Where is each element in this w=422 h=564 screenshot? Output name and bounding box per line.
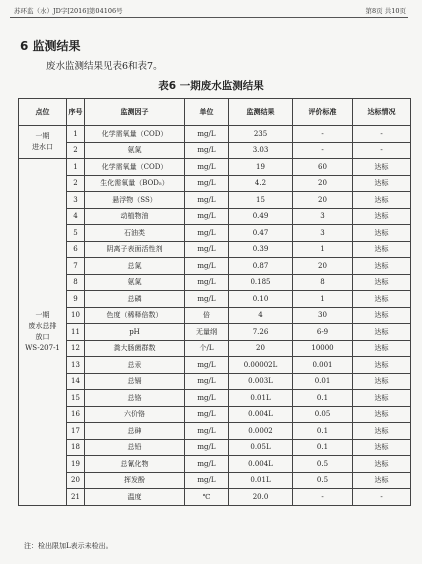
col-header: 监测因子 xyxy=(85,99,185,126)
factor-cell: 总铬 xyxy=(85,390,185,407)
status-cell: 达标 xyxy=(353,159,411,176)
result-cell: 20.0 xyxy=(229,489,293,506)
unit-cell: ℃ xyxy=(185,489,229,506)
result-cell: 0.47 xyxy=(229,225,293,242)
header-rule xyxy=(10,17,408,18)
standard-cell: - xyxy=(293,489,353,506)
no-cell: 10 xyxy=(67,307,85,324)
table-row xyxy=(19,192,411,209)
factor-cell: 总汞 xyxy=(85,357,185,374)
unit-cell: mg/L xyxy=(185,241,229,258)
status-cell: 达标 xyxy=(353,225,411,242)
factor-cell: 总磷 xyxy=(85,291,185,308)
factor-cell: 氨氮 xyxy=(85,142,185,159)
intro-text: 废水监测结果见表6和表7。 xyxy=(46,61,163,72)
unit-cell: mg/L xyxy=(185,406,229,423)
unit-cell: mg/L xyxy=(185,208,229,225)
result-cell: 3.03 xyxy=(229,142,293,159)
standard-cell: 10000 xyxy=(293,340,353,357)
table-row xyxy=(19,159,411,176)
status-cell: 达标 xyxy=(353,291,411,308)
result-cell: 0.0002 xyxy=(229,423,293,440)
standard-cell: 8 xyxy=(293,274,353,291)
no-cell: 19 xyxy=(67,456,85,473)
standard-cell: 0.01 xyxy=(293,373,353,390)
status-cell: 达标 xyxy=(353,373,411,390)
no-cell: 5 xyxy=(67,225,85,242)
result-cell: 4 xyxy=(229,307,293,324)
unit-cell: mg/L xyxy=(185,423,229,440)
report-number: 苏环监（水）JD字[2016]第04106号 xyxy=(14,7,123,15)
no-cell: 4 xyxy=(67,208,85,225)
status-cell: 达标 xyxy=(353,324,411,341)
factor-cell: pH xyxy=(85,324,185,341)
result-cell: 0.01L xyxy=(229,390,293,407)
standard-cell: 0.1 xyxy=(293,423,353,440)
table-row xyxy=(19,208,411,225)
factor-cell: 石油类 xyxy=(85,225,185,242)
result-cell: 0.004L xyxy=(229,456,293,473)
status-cell: 达标 xyxy=(353,423,411,440)
table-row xyxy=(19,373,411,390)
no-cell: 6 xyxy=(67,241,85,258)
unit-cell: 倍 xyxy=(185,307,229,324)
standard-cell: 3 xyxy=(293,225,353,242)
table-row xyxy=(19,291,411,308)
status-cell: 达标 xyxy=(353,456,411,473)
no-cell: 1 xyxy=(67,126,85,143)
no-cell: 17 xyxy=(67,423,85,440)
factor-cell: 氨氮 xyxy=(85,274,185,291)
table-row xyxy=(19,456,411,473)
col-header: 达标情况 xyxy=(353,99,411,126)
factor-cell: 化学需氧量（COD） xyxy=(85,159,185,176)
status-cell: 达标 xyxy=(353,307,411,324)
no-cell: 15 xyxy=(67,390,85,407)
unit-cell: mg/L xyxy=(185,126,229,143)
location-cell: 一期 进水口 xyxy=(19,126,67,159)
factor-cell: 温度 xyxy=(85,489,185,506)
table-row xyxy=(19,307,411,324)
status-cell: - xyxy=(353,126,411,143)
standard-cell: 60 xyxy=(293,159,353,176)
result-cell: 0.004L xyxy=(229,406,293,423)
table-row xyxy=(19,390,411,407)
standard-cell: 0.5 xyxy=(293,472,353,489)
standard-cell: 30 xyxy=(293,307,353,324)
result-cell: 15 xyxy=(229,192,293,209)
status-cell: 达标 xyxy=(353,258,411,275)
table-row xyxy=(19,439,411,456)
unit-cell: mg/L xyxy=(185,357,229,374)
result-cell: 0.05L xyxy=(229,439,293,456)
unit-cell: mg/L xyxy=(185,373,229,390)
location-cell: 一期 废水总排 放口 WS-207-1 xyxy=(19,159,67,506)
factor-cell: 粪大肠菌群数 xyxy=(85,340,185,357)
no-cell: 20 xyxy=(67,472,85,489)
result-cell: 0.87 xyxy=(229,258,293,275)
result-cell: 4.2 xyxy=(229,175,293,192)
page-number: 第8页 共10页 xyxy=(365,7,406,15)
results-table xyxy=(18,98,411,506)
factor-cell: 化学需氧量（COD） xyxy=(85,126,185,143)
status-cell: 达标 xyxy=(353,274,411,291)
no-cell: 13 xyxy=(67,357,85,374)
status-cell: 达标 xyxy=(353,340,411,357)
standard-cell: 3 xyxy=(293,208,353,225)
status-cell: 达标 xyxy=(353,241,411,258)
result-cell: 0.01L xyxy=(229,472,293,489)
no-cell: 7 xyxy=(67,258,85,275)
no-cell: 11 xyxy=(67,324,85,341)
unit-cell: mg/L xyxy=(185,439,229,456)
standard-cell: 20 xyxy=(293,258,353,275)
no-cell: 21 xyxy=(67,489,85,506)
status-cell: 达标 xyxy=(353,472,411,489)
standard-cell: 0.1 xyxy=(293,439,353,456)
result-cell: 0.185 xyxy=(229,274,293,291)
table-row xyxy=(19,225,411,242)
result-cell: 7.26 xyxy=(229,324,293,341)
result-cell: 0.39 xyxy=(229,241,293,258)
standard-cell: 6-9 xyxy=(293,324,353,341)
unit-cell: mg/L xyxy=(185,472,229,489)
status-cell: 达标 xyxy=(353,406,411,423)
status-cell: 达标 xyxy=(353,192,411,209)
result-cell: 235 xyxy=(229,126,293,143)
standard-cell: 0.05 xyxy=(293,406,353,423)
unit-cell: 无量纲 xyxy=(185,324,229,341)
status-cell: 达标 xyxy=(353,175,411,192)
section-title: 6 监测结果 xyxy=(20,39,81,53)
table-header-row xyxy=(19,99,411,126)
factor-cell: 六价铬 xyxy=(85,406,185,423)
factor-cell: 总铅 xyxy=(85,439,185,456)
result-cell: 0.00002L xyxy=(229,357,293,374)
result-cell: 19 xyxy=(229,159,293,176)
table-row xyxy=(19,274,411,291)
table-row xyxy=(19,175,411,192)
standard-cell: 1 xyxy=(293,241,353,258)
factor-cell: 总氰化物 xyxy=(85,456,185,473)
table-row xyxy=(19,142,411,159)
factor-cell: 总氮 xyxy=(85,258,185,275)
no-cell: 3 xyxy=(67,192,85,209)
factor-cell: 动植物油 xyxy=(85,208,185,225)
standard-cell: 20 xyxy=(293,192,353,209)
standard-cell: - xyxy=(293,126,353,143)
standard-cell: 0.5 xyxy=(293,456,353,473)
standard-cell: 0.1 xyxy=(293,390,353,407)
col-header: 点位 xyxy=(19,99,67,126)
no-cell: 12 xyxy=(67,340,85,357)
no-cell: 14 xyxy=(67,373,85,390)
table-row xyxy=(19,126,411,143)
factor-cell: 色度（稀释倍数） xyxy=(85,307,185,324)
status-cell: 达标 xyxy=(353,208,411,225)
status-cell: 达标 xyxy=(353,390,411,407)
table-title: 表6 一期废水监测结果 xyxy=(158,80,264,92)
unit-cell: mg/L xyxy=(185,390,229,407)
unit-cell: mg/L xyxy=(185,258,229,275)
factor-cell: 总砷 xyxy=(85,423,185,440)
unit-cell: mg/L xyxy=(185,274,229,291)
unit-cell: mg/L xyxy=(185,159,229,176)
standard-cell: 0.001 xyxy=(293,357,353,374)
factor-cell: 悬浮物（SS） xyxy=(85,192,185,209)
no-cell: 8 xyxy=(67,274,85,291)
status-cell: - xyxy=(353,142,411,159)
status-cell: - xyxy=(353,489,411,506)
table-row xyxy=(19,340,411,357)
standard-cell: - xyxy=(293,142,353,159)
unit-cell: mg/L xyxy=(185,142,229,159)
factor-cell: 总镉 xyxy=(85,373,185,390)
result-cell: 20 xyxy=(229,340,293,357)
col-header: 序号 xyxy=(67,99,85,126)
table-row xyxy=(19,472,411,489)
no-cell: 2 xyxy=(67,142,85,159)
status-cell: 达标 xyxy=(353,357,411,374)
standard-cell: 20 xyxy=(293,175,353,192)
result-cell: 0.10 xyxy=(229,291,293,308)
table-row xyxy=(19,406,411,423)
factor-cell: 生化需氧量（BOD₅） xyxy=(85,175,185,192)
page-header xyxy=(14,6,406,15)
table-row xyxy=(19,324,411,341)
table-row xyxy=(19,423,411,440)
unit-cell: mg/L xyxy=(185,291,229,308)
unit-cell: 个/L xyxy=(185,340,229,357)
unit-cell: mg/L xyxy=(185,225,229,242)
no-cell: 2 xyxy=(67,175,85,192)
table-row xyxy=(19,357,411,374)
status-cell: 达标 xyxy=(353,439,411,456)
unit-cell: mg/L xyxy=(185,192,229,209)
no-cell: 1 xyxy=(67,159,85,176)
table-row xyxy=(19,258,411,275)
result-cell: 0.49 xyxy=(229,208,293,225)
col-header: 评价标准 xyxy=(293,99,353,126)
table-note: 注：检出限加L表示未检出。 xyxy=(24,542,113,550)
col-header: 单位 xyxy=(185,99,229,126)
unit-cell: mg/L xyxy=(185,456,229,473)
no-cell: 18 xyxy=(67,439,85,456)
no-cell: 9 xyxy=(67,291,85,308)
col-header: 监测结果 xyxy=(229,99,293,126)
factor-cell: 阴离子表面活性剂 xyxy=(85,241,185,258)
no-cell: 16 xyxy=(67,406,85,423)
table-row xyxy=(19,489,411,506)
unit-cell: mg/L xyxy=(185,175,229,192)
result-cell: 0.003L xyxy=(229,373,293,390)
factor-cell: 挥发酚 xyxy=(85,472,185,489)
table-row xyxy=(19,241,411,258)
standard-cell: 1 xyxy=(293,291,353,308)
